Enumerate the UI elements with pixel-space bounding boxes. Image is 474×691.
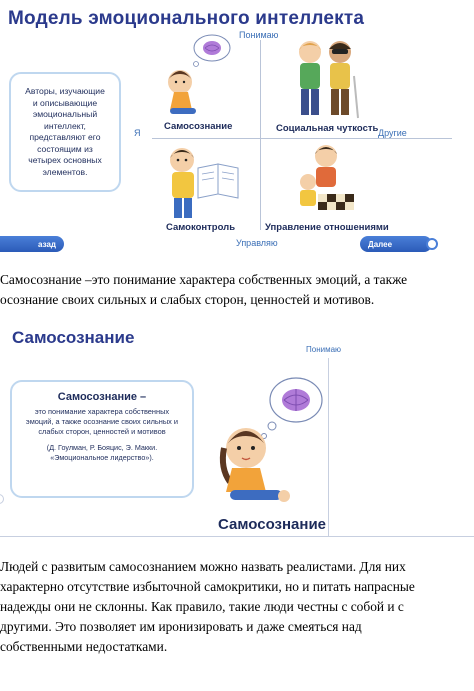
- axis-label-top: Понимаю: [239, 30, 279, 40]
- back-button[interactable]: [0, 236, 64, 252]
- axis-label-bottom: Управляю: [236, 238, 278, 248]
- paragraph-line: осознание своих сильных и слабых сторон, ценностей и мотивов.: [0, 292, 375, 307]
- definition-title: Самосознание –: [57, 391, 147, 403]
- paragraph-line: собственными недостатками.: [0, 639, 168, 654]
- axis-label-left: Я: [134, 128, 141, 138]
- quadrant-self-management: Самоконтроль: [166, 222, 236, 233]
- definition-source: (Д. Гоулман, Р. Бояцис, Э. Макки. «Эмоциональное лидерство»).: [46, 443, 158, 462]
- emotional-intelligence-model-slide: [0, 0, 474, 258]
- horizontal-axis: [0, 536, 474, 537]
- children-pair-illustration: [292, 36, 362, 120]
- paragraph-self-awareness-definition: [0, 270, 474, 310]
- horizontal-axis: [152, 138, 452, 139]
- slide-title: Самосознание: [12, 328, 135, 347]
- quadrant-self-awareness: Самосознание: [164, 121, 233, 132]
- back-button-label: азад: [38, 239, 56, 249]
- paragraph-line: надежды они не склонны. Как правило, такие люди честны с собой и с: [0, 599, 404, 614]
- axis-label-top: Понимаю: [306, 345, 342, 354]
- paragraph-line: Людей с развитым самосознанием можно назвать реалистами. Для них: [0, 559, 406, 574]
- info-text: Авторы, изучающие и описывающие эмоциональный интеллект, представляют его состоящим из четырех основных элементов.: [25, 86, 105, 177]
- paragraph-line: характерно отсутствие избыточной самокритики, но и питать напрасные: [0, 579, 415, 594]
- nav-dot: [0, 494, 4, 504]
- info-box: [9, 72, 121, 192]
- vertical-axis: [260, 40, 261, 230]
- girl-thinking-illustration: [216, 362, 336, 512]
- quadrant-relationship-management: Управление отношениями: [265, 222, 389, 233]
- girl-thinking-illustration: [160, 34, 240, 120]
- slide-caption: Самосознание: [218, 516, 327, 533]
- self-awareness-slide: [0, 318, 474, 550]
- definition-text: это понимание характера собственных эмоций, а также осознание своих сильных и слабых сторон, ценностей и мотивов: [25, 407, 179, 436]
- definition-box: [10, 380, 194, 498]
- axis-label-right: Другие: [378, 128, 407, 138]
- next-button[interactable]: [360, 236, 432, 252]
- next-button-label: Далее: [368, 239, 393, 249]
- paragraph-line: другими. Это позволяет им иронизировать и даже смеяться над: [0, 619, 362, 634]
- slide-title: Модель эмоционального интеллекта: [8, 8, 365, 29]
- children-chess-illustration: [296, 142, 358, 220]
- paragraph-realists: [0, 557, 474, 657]
- boy-with-book-illustration: [162, 144, 246, 220]
- paragraph-line: Самосознание –это понимание характера собственных эмоций, а также: [0, 272, 408, 287]
- quadrant-social-awareness: Социальная чуткость: [276, 123, 379, 134]
- next-arrow-icon: [426, 238, 438, 250]
